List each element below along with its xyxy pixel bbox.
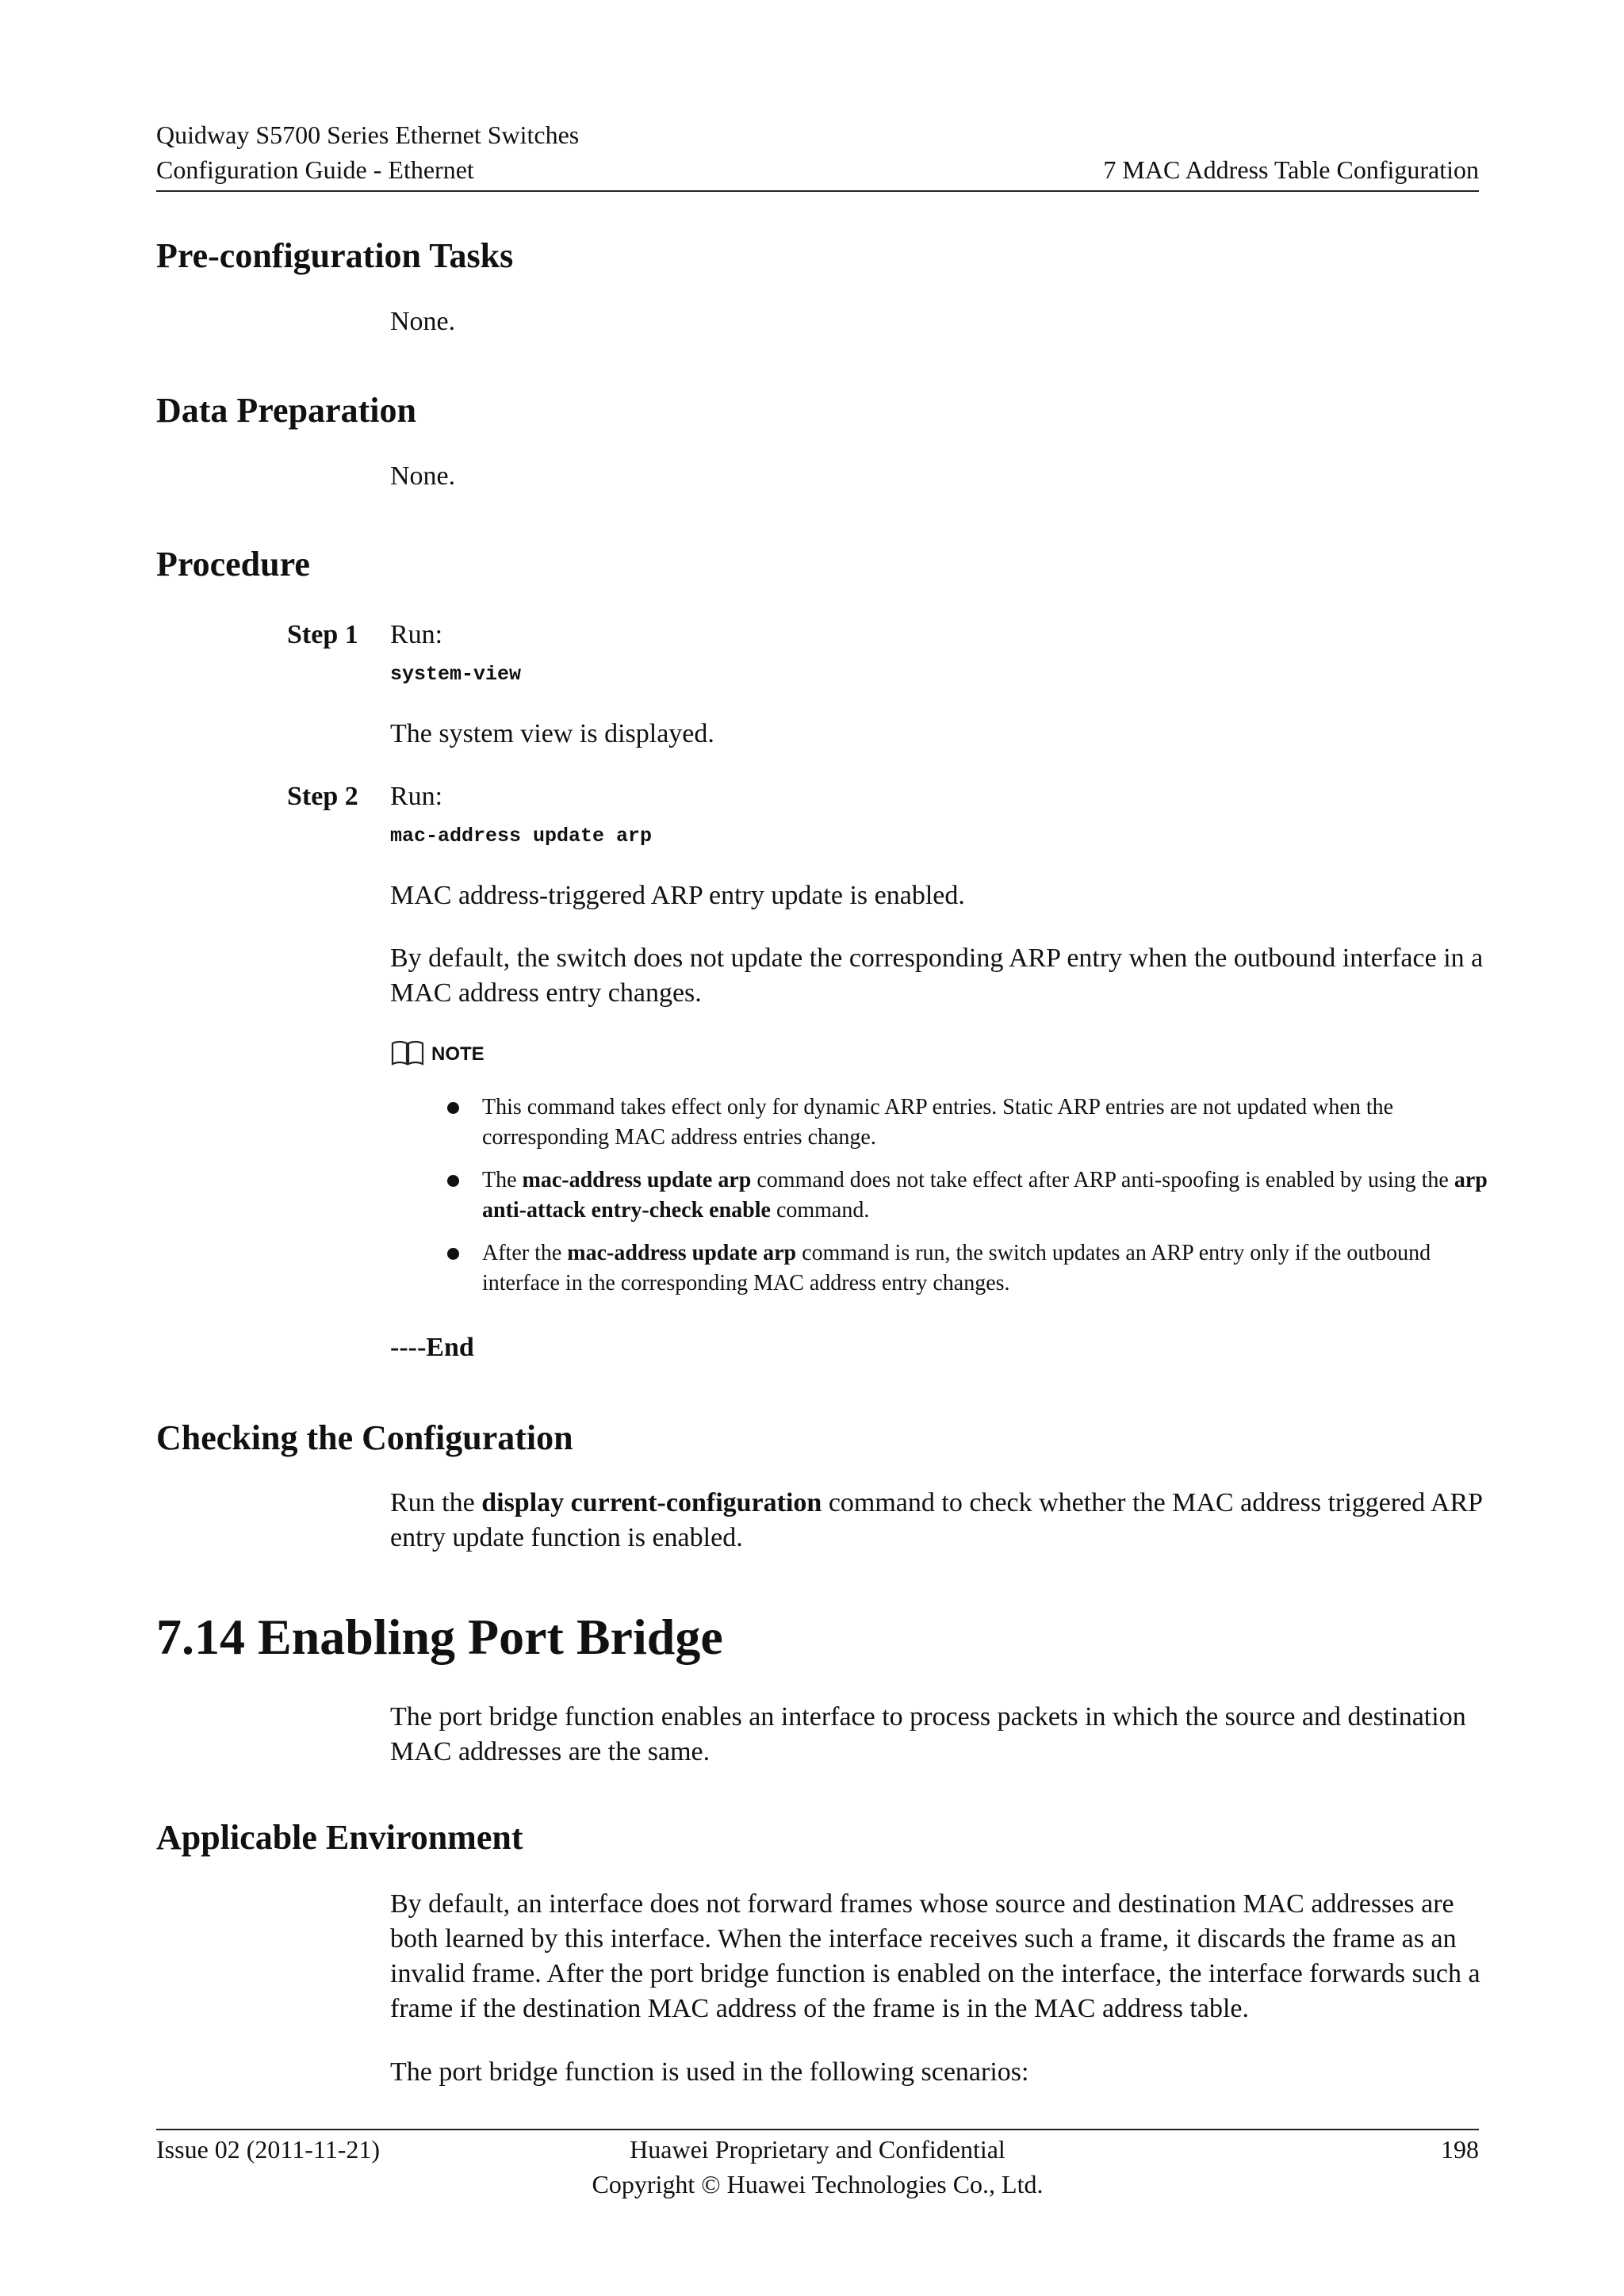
applicable-para-1: By default, an interface does not forward frames whose source and destination MAC addresses are both learned by this interface. When the interface receives such a frame, it discards the frame as an invalid frame. After the port bridge function is enabled on the interface, the interface forwards such a frame if the destination MAC address of the frame is in the MAC address table. bbox=[390, 1889, 1480, 2023]
note-command: mac-address update arp bbox=[522, 1168, 752, 1192]
page-header bbox=[156, 117, 1479, 192]
header-guide: Configuration Guide - Ethernet bbox=[156, 155, 474, 184]
bullet-dot-icon bbox=[447, 1102, 459, 1114]
step1-run: Run: bbox=[390, 620, 443, 649]
header-product: Quidway S5700 Series Ethernet Switches bbox=[156, 121, 580, 149]
heading-preconfig-tasks: Pre-configuration Tasks bbox=[156, 236, 514, 275]
note-command: mac-address update arp bbox=[567, 1241, 797, 1265]
bullet-dot-icon bbox=[447, 1248, 459, 1260]
note-label: NOTE bbox=[431, 1043, 485, 1065]
note-bullet-1: This command takes effect only for dynamic ARP entries. Static ARP entries are not updated when the corresponding MAC address entries change. bbox=[444, 1093, 1491, 1153]
step2-result: MAC address-triggered ARP entry update is enabled. bbox=[390, 881, 965, 910]
footer-page-number: 198 bbox=[1441, 2135, 1479, 2164]
footer-confidential: Huawei Proprietary and Confidential bbox=[630, 2135, 1005, 2164]
footer-copyright: Copyright © Huawei Technologies Co., Ltd. bbox=[592, 2170, 1044, 2198]
applicable-para-2: The port bridge function is used in the following scenarios: bbox=[390, 2057, 1029, 2087]
book-icon bbox=[390, 1039, 425, 1071]
heading-applicable-environment: Applicable Environment bbox=[156, 1818, 523, 1857]
step2-label: Step 2 bbox=[287, 782, 358, 811]
note-header bbox=[390, 1039, 485, 1070]
checking-text: Run the display current-configuration command to check whether the MAC address triggered ARP entry update function is enabled. bbox=[390, 1488, 1482, 1552]
bullet-dot-icon bbox=[447, 1175, 459, 1187]
checking-command: display current-configuration bbox=[481, 1488, 822, 1517]
heading-enabling-port-bridge: 7.14 Enabling Port Bridge bbox=[156, 1609, 723, 1665]
footer-issue: Issue 02 (2011-11-21) bbox=[156, 2135, 381, 2164]
note-command: arp anti-attack entry-check enable bbox=[482, 1168, 1488, 1223]
page-footer bbox=[156, 2129, 1479, 2202]
header-chapter: 7 MAC Address Table Configuration bbox=[1103, 155, 1479, 184]
port-bridge-intro: The port bridge function enables an interface to process packets in which the source and destination MAC addresses are the same. bbox=[390, 1702, 1466, 1766]
step2-run: Run: bbox=[390, 782, 443, 811]
data-prep-text: None. bbox=[390, 461, 456, 491]
procedure-end-marker: ----End bbox=[390, 1333, 474, 1362]
step1-label: Step 1 bbox=[287, 620, 358, 649]
heading-procedure: Procedure bbox=[156, 545, 310, 584]
heading-data-preparation: Data Preparation bbox=[156, 391, 416, 430]
step2-command: mac-address update arp bbox=[390, 825, 653, 848]
note-bullet-2: The mac-address update arp command does not take effect after ARP anti-spoofing is enabled by using the arp anti-attack entry-check enable command. bbox=[444, 1165, 1491, 1226]
note-bullet-list bbox=[444, 1093, 1491, 1299]
heading-checking-configuration: Checking the Configuration bbox=[156, 1418, 573, 1457]
preconfig-text: None. bbox=[390, 307, 456, 336]
step2-default-note: By default, the switch does not update the corresponding ARP entry when the outbound interface in a MAC address entry changes. bbox=[390, 943, 1484, 1008]
note-bullet-3: After the mac-address update arp command is run, the switch updates an ARP entry only if the outbound interface in the corresponding MAC address entry changes. bbox=[444, 1238, 1491, 1299]
step1-result: The system view is displayed. bbox=[390, 719, 714, 748]
step1-command: system-view bbox=[390, 663, 522, 686]
